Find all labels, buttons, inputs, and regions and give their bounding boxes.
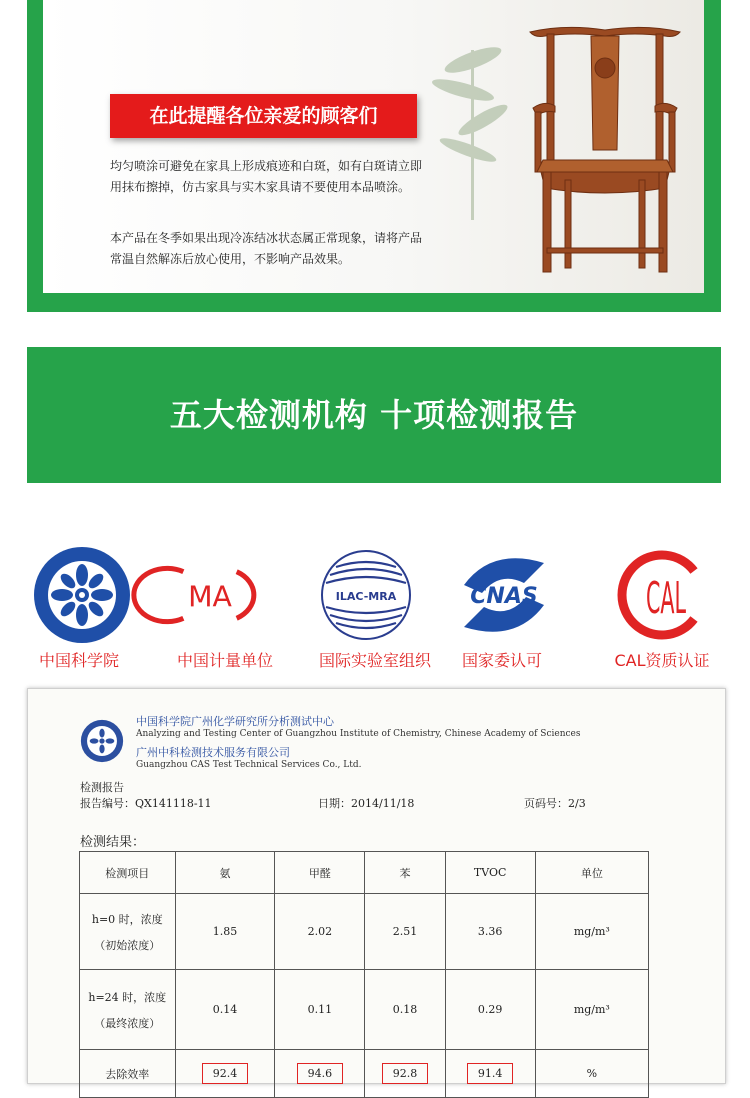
row-label [80, 970, 176, 1050]
ilac-mark-text: ILAC-MRA [335, 590, 397, 603]
table-header-row [80, 852, 649, 894]
report-company-cn: 广州中科检测技术服务有限公司 [136, 746, 290, 759]
highlighted-value: 92.8 [382, 1063, 429, 1084]
row-label: 去除效率 [80, 1050, 176, 1098]
value-cell [445, 1050, 535, 1098]
row-label-line2: （初始浓度） [94, 938, 161, 952]
highlighted-value: 91.4 [467, 1063, 514, 1084]
row-label [80, 894, 176, 970]
notice-paragraph-2: 本产品在冬季如果出现冷冻结冰状态属正常现象，请将产品常温自然解冻后放心使用，不影响产品效果。 [110, 231, 423, 266]
row-label-line1: h=0 时，浓度 [91, 912, 163, 926]
logo-label-cma: 中国计量单位 [176, 651, 273, 670]
value-cell: 2.51 [365, 894, 445, 970]
notice-heading: 在此提醒各位亲爱的顾客们 [110, 94, 417, 138]
wooden-chair-image [525, 20, 685, 275]
table-row [80, 894, 649, 970]
header-cell: 检测项目 [80, 852, 176, 894]
cnas-icon [452, 545, 556, 645]
header-cell: TVOC [445, 852, 535, 894]
results-table [79, 851, 649, 1098]
value-cell: 0.29 [445, 970, 535, 1050]
notice-paragraph-1: 均匀喷涂可避免在家具上形成痕迹和白斑，如有白斑请立即用抹布擦掉，仿古家具与实木家具请不要使用本品喷涂。 [110, 159, 423, 194]
section-title: 五大检测机构 十项检测报告 [169, 396, 579, 434]
cas-report-seal-icon [80, 719, 124, 763]
value-cell: 0.14 [175, 970, 275, 1050]
value-cell: 0.11 [275, 970, 365, 1050]
report-doc-type: 检测报告 [80, 781, 124, 794]
row-label-line2: （最终浓度） [94, 1016, 161, 1030]
unit-cell: mg/m³ [535, 894, 648, 970]
cal-icon [612, 545, 712, 645]
cas-seal-icon [32, 545, 132, 645]
value-cell: 1.85 [175, 894, 275, 970]
report-number: 报告编号：QX141118-11 [80, 797, 212, 810]
logo-label-cas: 中国科学院 [38, 651, 119, 670]
unit-cell: mg/m³ [535, 970, 648, 1050]
value-cell: 2.02 [275, 894, 365, 970]
test-report [27, 688, 726, 1084]
unit-cell: % [535, 1050, 648, 1098]
value-cell: 3.36 [445, 894, 535, 970]
table-row [80, 970, 649, 1050]
cnas-mark-text: CNAS [470, 584, 538, 609]
logo-label-ilac: 国际实验室组织 [318, 651, 431, 670]
report-date: 日期：2014/11/18 [318, 797, 415, 810]
results-label: 检测结果： [80, 835, 146, 850]
cma-mark-text: MA [188, 580, 232, 614]
row-label-line1: h=24 时，浓度 [88, 990, 167, 1004]
header-cell: 苯 [365, 852, 445, 894]
header-cell: 氨 [175, 852, 275, 894]
value-cell [175, 1050, 275, 1098]
header-cell: 单位 [535, 852, 648, 894]
value-cell: 0.18 [365, 970, 445, 1050]
value-cell [275, 1050, 365, 1098]
report-company-en: Guangzhou CAS Test Technical Services Co., Ltd. [136, 760, 362, 770]
value-cell [365, 1050, 445, 1098]
report-page: 页码号：2/3 [524, 797, 586, 810]
plant-decoration [423, 30, 523, 220]
report-org-en: Analyzing and Testing Center of Guangzhou Institute of Chemistry, Chinese Academy of Sciences [136, 729, 581, 739]
cma-icon [160, 545, 260, 645]
logo-label-cal: CAL资质认证 [614, 651, 710, 670]
header-cell: 甲醛 [275, 852, 365, 894]
highlighted-value: 92.4 [202, 1063, 249, 1084]
ilac-mra-icon [316, 545, 416, 645]
cal-mark-text: CAL [646, 573, 687, 624]
logo-label-cnas: 国家委认可 [461, 651, 542, 670]
table-row [80, 1050, 649, 1098]
highlighted-value: 94.6 [297, 1063, 344, 1084]
report-org-cn: 中国科学院广州化学研究所分析测试中心 [136, 715, 334, 728]
